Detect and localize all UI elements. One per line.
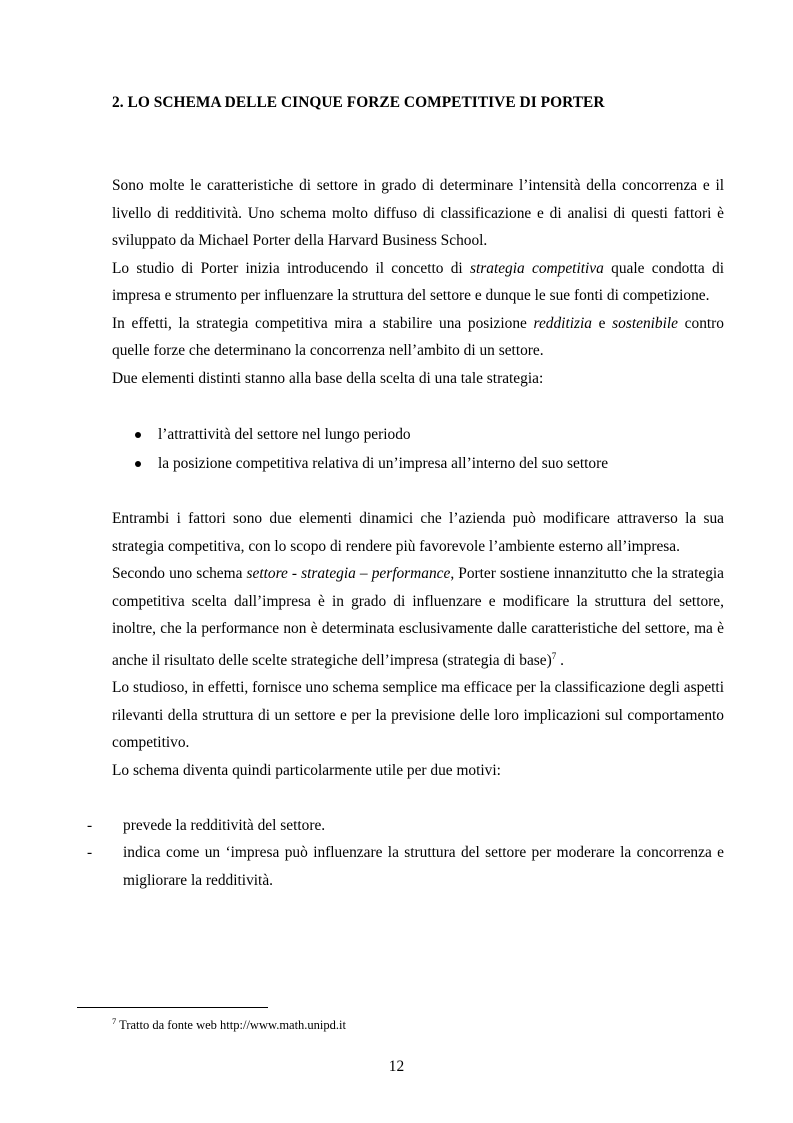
dash-marker: - bbox=[87, 816, 93, 834]
paragraph-2 bbox=[112, 255, 724, 310]
p3-text-after: contro quelle forze che determinano la concorrenza nell’ambito di un settore. bbox=[112, 314, 724, 359]
dash-item bbox=[87, 839, 724, 894]
p3-text-middle: e bbox=[591, 314, 613, 332]
p3-italic-redditizia: redditizia bbox=[533, 314, 592, 332]
paragraph-5: Entrambi i fattori sono due elementi dinamici che l’azienda può modificare attraverso la sua strategia competitiva, con lo scopo di rendere più favorevole l’ambiente esterno all’impresa. bbox=[112, 510, 724, 555]
dash-text: indica come un ‘impresa può influenzare la struttura del settore per moderare la concorrenza e migliorare la redditività. bbox=[123, 844, 724, 889]
dash-text: prevede la redditività del settore. bbox=[123, 816, 326, 834]
spacer bbox=[112, 784, 724, 812]
body-text bbox=[87, 172, 725, 894]
section-heading: 2. LO SCHEMA DELLE CINQUE FORZE COMPETITIVE DI PORTER bbox=[112, 94, 605, 111]
dash-list bbox=[87, 812, 724, 895]
bullet-list bbox=[112, 420, 724, 478]
footnote bbox=[112, 1016, 346, 1033]
p2-italic-term: strategia competitiva bbox=[470, 259, 604, 277]
paragraph-4: Due elementi distinti stanno alla base della scelta di una tale strategia: bbox=[112, 369, 544, 387]
footnote-divider bbox=[77, 1007, 268, 1008]
bullet-text: la posizione competitiva relativa di un’impresa all’interno del suo settore bbox=[158, 454, 609, 472]
bullet-item bbox=[112, 449, 724, 478]
p6-text-after: , Porter sostiene innanzitutto che la strategia competitiva scelta dall’impresa è in grado di influenzare e modificare la struttura del settore, inoltre, che la performance non è determinata esclusivamente dalle caratteristiche del settore, ma è anche il risultato delle scelte strategiche dell’impresa (strategia di base) bbox=[112, 565, 724, 669]
dash-marker: - bbox=[87, 844, 93, 861]
paragraph-6 bbox=[112, 560, 724, 674]
p2-text-before: Lo studio di Porter inizia introducendo il concetto di bbox=[112, 259, 470, 277]
bullet-icon bbox=[135, 432, 141, 438]
footnote-text: Tratto da fonte web http://www.math.unipd.it bbox=[116, 1018, 346, 1032]
bullet-text: l’attrattività del settore nel lungo periodo bbox=[158, 425, 411, 443]
p6-text-end: . bbox=[556, 651, 564, 669]
p3-text-before: In effetti, la strategia competitiva mira a stabilire una posizione bbox=[112, 314, 534, 332]
bullet-item bbox=[112, 420, 724, 449]
paragraph-7: Lo studioso, in effetti, fornisce uno schema semplice ma efficace per la classificazione degli aspetti rilevanti della struttura di un settore e per la previsione delle loro implicazioni sul comportamento competitivo. bbox=[112, 679, 724, 751]
paragraph-1: Sono molte le caratteristiche di settore in grado di determinare l’intensità della concorrenza e il livello di redditività. Uno schema molto diffuso di classificazione e di analisi di questi fattori è sviluppato da Michael Porter della Harvard Business School. bbox=[112, 177, 724, 249]
paragraph-8: Lo schema diventa quindi particolarmente utile per due motivi: bbox=[112, 761, 501, 779]
spacer bbox=[112, 478, 724, 506]
page-number: 12 bbox=[388, 1058, 405, 1075]
bullet-icon bbox=[135, 461, 141, 467]
spacer bbox=[112, 392, 724, 420]
p6-italic-term: settore - strategia – performance bbox=[246, 565, 451, 582]
paragraph-3 bbox=[112, 310, 724, 365]
p2-text-after: quale condotta di impresa e strumento per influenzare la struttura del settore e dunque le sue fonti di competizione. bbox=[112, 259, 725, 304]
footnote-number: 7 bbox=[112, 1016, 117, 1026]
dash-item bbox=[87, 812, 724, 840]
p6-text-before: Secondo uno schema bbox=[112, 565, 247, 582]
footnote-reference[interactable]: 7 bbox=[551, 650, 557, 661]
p3-italic-sostenibile: sostenibile bbox=[612, 314, 678, 332]
